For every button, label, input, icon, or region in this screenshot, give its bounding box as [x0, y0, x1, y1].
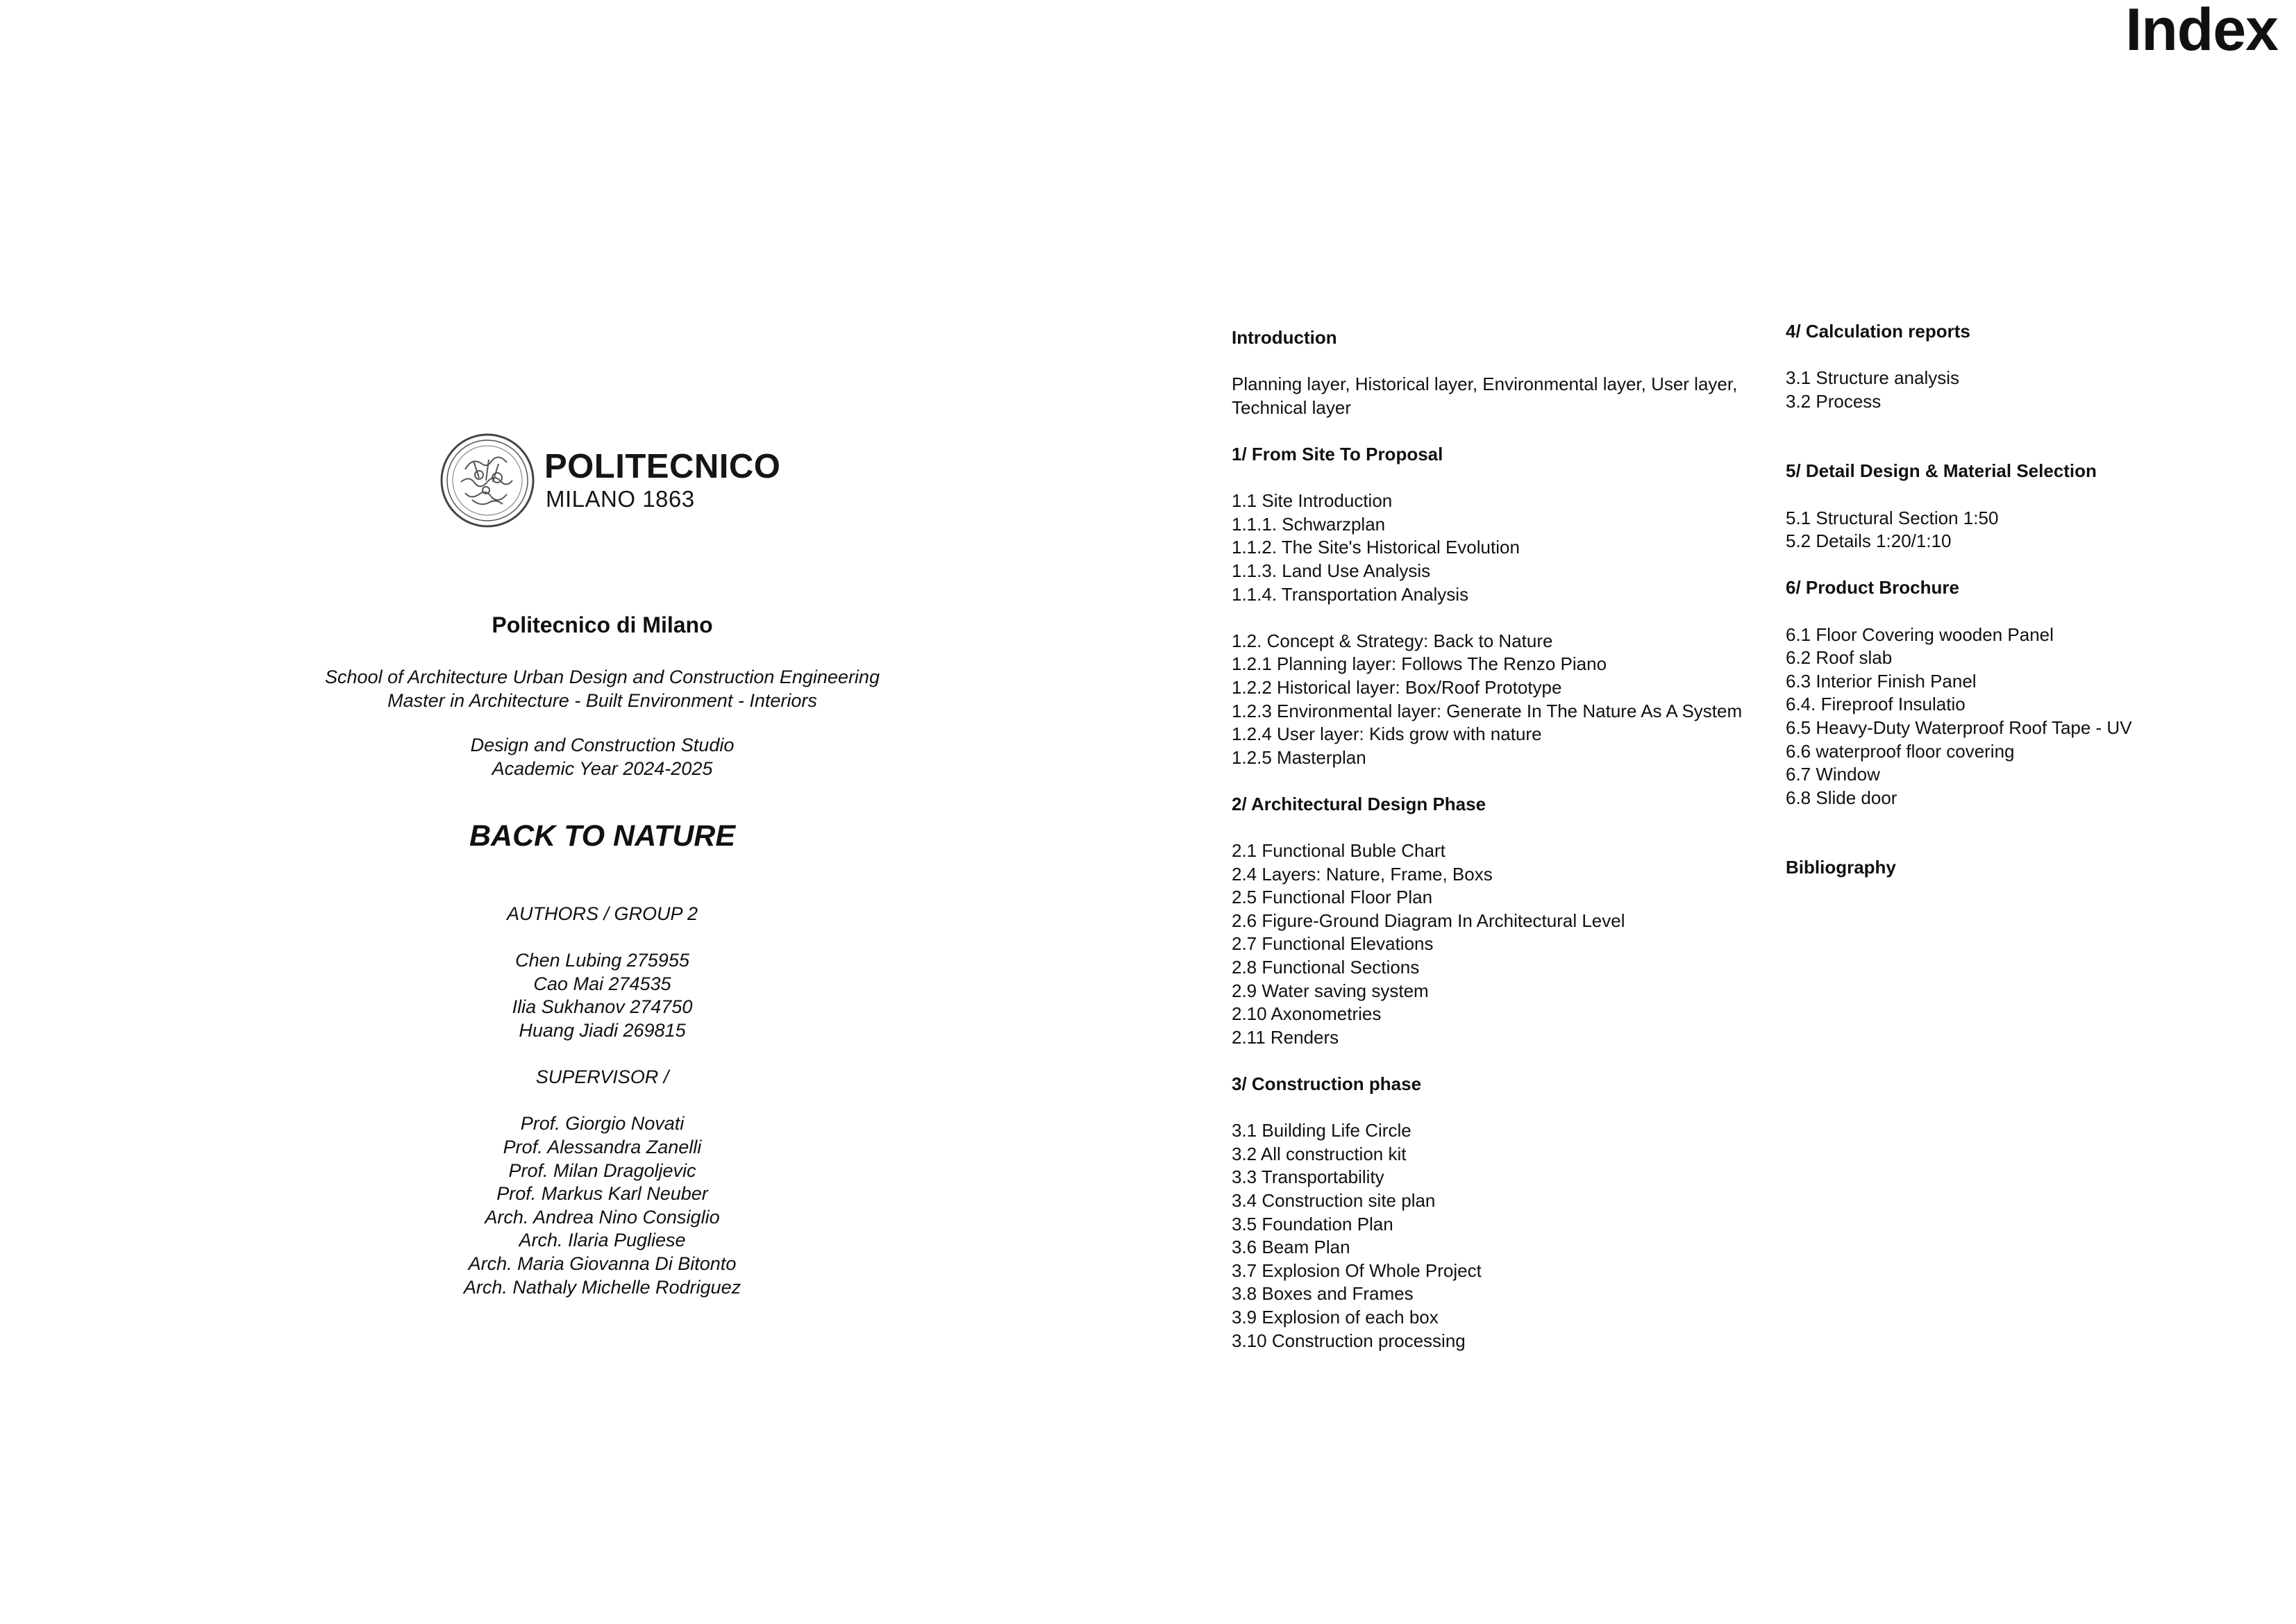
supervisor-name: Prof. Markus Karl Neuber: [496, 1183, 708, 1205]
school-line: Master in Architecture - Built Environment - Interiors: [387, 689, 817, 711]
toc-item: 6.8 Slide door: [1786, 787, 1897, 808]
toc-item: 6.7 Window: [1786, 764, 1880, 785]
toc-item: 2.8 Functional Sections: [1232, 957, 1420, 978]
studio-info: [0, 734, 1205, 780]
studio-line: Academic Year 2024-2025: [492, 757, 713, 779]
toc-list-section-4: [1786, 367, 2293, 413]
university-logo: [440, 433, 781, 530]
toc-item: 3.9 Explosion of each box: [1232, 1306, 1439, 1328]
toc-item: 1.2.1 Planning layer: Follows The Renzo Piano: [1232, 653, 1607, 675]
toc-item: 6.6 waterproof floor covering: [1786, 740, 2015, 762]
toc-item: 3.8 Boxes and Frames: [1232, 1283, 1414, 1305]
school-info: [0, 666, 1205, 712]
toc-item: 6.1 Floor Covering wooden Panel: [1786, 623, 2054, 645]
toc-column-2: [1786, 320, 2293, 903]
toc-item: Technical layer: [1232, 396, 1351, 418]
toc-item: 2.10 Axonometries: [1232, 1003, 1382, 1025]
author-name: Ilia Sukhanov 274750: [512, 996, 693, 1018]
toc-item: 5.2 Details 1:20/1:10: [1786, 530, 1952, 552]
toc-item: 1.1.1. Schwarzplan: [1232, 513, 1386, 535]
toc-list-section-2: [1232, 839, 1780, 1049]
supervisor-name: Prof. Alessandra Zanelli: [503, 1136, 702, 1157]
toc-item: 1.2.4 User layer: Kids grow with nature: [1232, 723, 1542, 745]
toc-item: 6.4. Fireproof Insulatio: [1786, 694, 1966, 715]
toc-list-section-1-concept: [1232, 630, 1780, 770]
supervisor-name: Prof. Milan Dragoljevic: [508, 1160, 696, 1181]
toc-list-section-3: [1232, 1119, 1780, 1353]
spacer: [0, 1089, 1205, 1113]
toc-item: 3.3 Transportability: [1232, 1166, 1384, 1188]
toc-item: 1.2.2 Historical layer: Box/Roof Prototype: [1232, 676, 1562, 698]
spacer: [0, 1043, 1205, 1066]
toc-item: 3.1 Building Life Circle: [1232, 1120, 1411, 1141]
toc-heading-section-3: 3/ Construction phase: [1232, 1073, 1422, 1094]
toc-item: 6.5 Heavy-Duty Waterproof Roof Tape - UV: [1786, 717, 2132, 738]
toc-item: 3.1 Structure analysis: [1786, 367, 1960, 389]
toc-item: 3.2 All construction kit: [1232, 1143, 1407, 1164]
toc-item: 5.1 Structural Section 1:50: [1786, 507, 1999, 528]
school-line: School of Architecture Urban Design and Construction Engineering: [325, 667, 880, 687]
toc-heading-bibliography: Bibliography: [1786, 857, 1896, 878]
toc-heading-section-2: 2/ Architectural Design Phase: [1232, 793, 1486, 814]
project-title: BACK TO NATURE: [469, 819, 735, 853]
supervisor-name: Arch. Andrea Nino Consiglio: [485, 1206, 720, 1228]
toc-item: 1.2.3 Environmental layer: Generate In The Nature As A System: [1232, 700, 1743, 721]
supervisor-name: Arch. Ilaria Pugliese: [519, 1230, 686, 1251]
author-name: Cao Mai 274535: [533, 973, 671, 994]
toc-heading-section-5: 5/ Detail Design & Material Selection: [1786, 460, 2097, 482]
toc-list-introduction: [1232, 373, 1780, 419]
toc-item: 1.1 Site Introduction: [1232, 490, 1393, 512]
page-title: Index: [2125, 0, 2278, 63]
toc-item: 1.1.2. The Site's Historical Evolution: [1232, 537, 1520, 558]
toc-item: 6.3 Interior Finish Panel: [1786, 670, 1977, 692]
supervisor-name: Prof. Giorgio Novati: [520, 1113, 685, 1135]
author-name: Chen Lubing 275955: [515, 950, 689, 971]
toc-item: 2.6 Figure-Ground Diagram In Architectural Level: [1232, 910, 1625, 931]
toc-list-section-6: [1786, 623, 2293, 810]
credits: [0, 903, 1205, 1299]
toc-item: 1.2. Concept & Strategy: Back to Nature: [1232, 630, 1553, 651]
logo-subline: MILANO 1863: [546, 486, 695, 512]
toc-heading-section-1: 1/ From Site To Proposal: [1232, 443, 1443, 464]
toc-list-section-1: [1232, 489, 1780, 606]
toc-item: 3.7 Explosion Of Whole Project: [1232, 1259, 1482, 1281]
toc-heading-section-6: 6/ Product Brochure: [1786, 577, 1959, 598]
toc-item: 1.1.3. Land Use Analysis: [1232, 560, 1431, 581]
university-seal-icon: [440, 433, 535, 528]
university-name: Politecnico di Milano: [492, 612, 713, 637]
toc-item: 3.10 Construction processing: [1232, 1330, 1466, 1351]
toc-item: 2.7 Functional Elevations: [1232, 933, 1434, 955]
supervisor-name: Arch. Maria Giovanna Di Bitonto: [468, 1253, 737, 1274]
toc-column-1: [1232, 326, 1780, 1353]
logo-wordmark: POLITECNICO: [544, 448, 781, 485]
toc-item: 3.4 Construction site plan: [1232, 1189, 1436, 1211]
authors-label: AUTHORS / GROUP 2: [506, 903, 698, 924]
toc-item: 2.5 Functional Floor Plan: [1232, 887, 1433, 908]
toc-heading-section-4: 4/ Calculation reports: [1786, 321, 1970, 342]
supervisor-name: Arch. Nathaly Michelle Rodriguez: [463, 1276, 741, 1298]
toc-item: 3.2 Process: [1786, 390, 1882, 412]
supervisor-label: SUPERVISOR /: [535, 1066, 669, 1088]
toc-item: 2.1 Functional Buble Chart: [1232, 840, 1446, 862]
toc-item: 2.4 Layers: Nature, Frame, Boxs: [1232, 863, 1493, 885]
toc-item: 1.1.4. Transportation Analysis: [1232, 583, 1469, 605]
toc-item: 1.2.5 Masterplan: [1232, 746, 1366, 768]
toc-item: 3.6 Beam Plan: [1232, 1237, 1350, 1258]
toc-item: 3.5 Foundation Plan: [1232, 1213, 1393, 1234]
author-name: Huang Jiadi 269815: [519, 1019, 686, 1041]
toc-heading-introduction: Introduction: [1232, 327, 1337, 348]
studio-line: Design and Construction Studio: [470, 735, 735, 755]
toc-item: 6.2 Roof slab: [1786, 647, 1893, 669]
toc-item: 2.11 Renders: [1232, 1026, 1339, 1048]
toc-list-section-5: [1786, 507, 2293, 553]
toc-item: Planning layer, Historical layer, Environmental layer, User layer,: [1232, 374, 1738, 395]
toc-item: 2.9 Water saving system: [1232, 980, 1429, 1001]
spacer: [0, 926, 1205, 950]
